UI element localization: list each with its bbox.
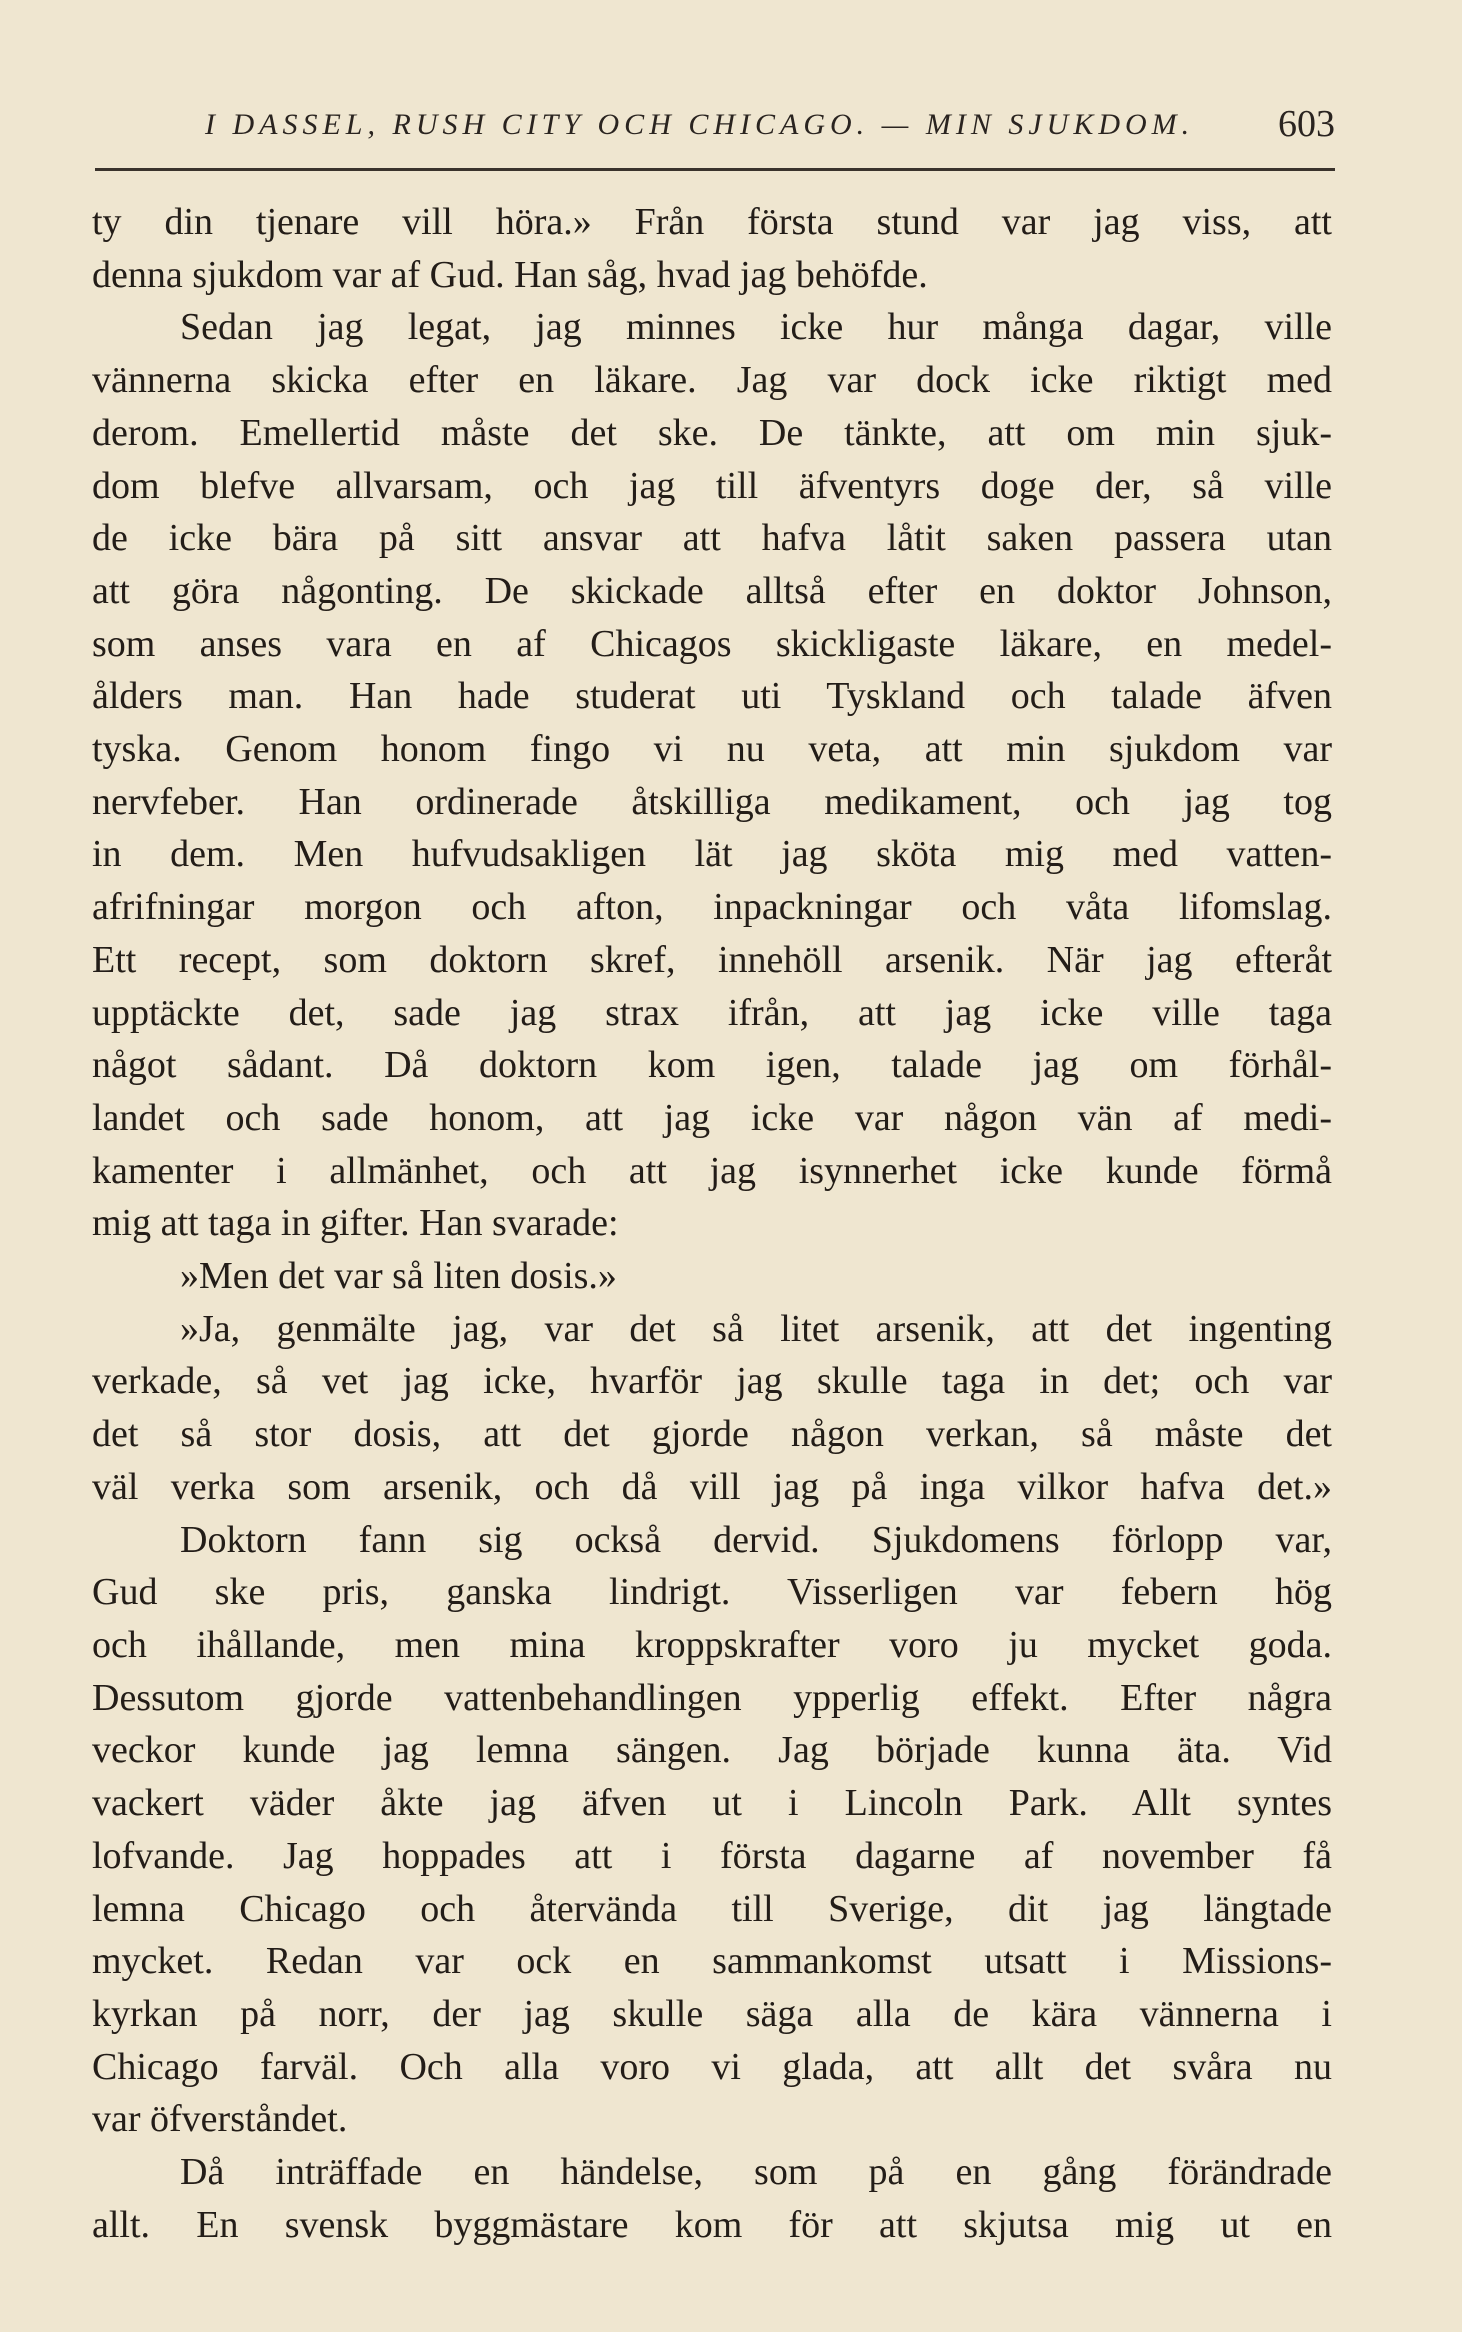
text-line: nervfeber. Han ordinerade åtskilliga medikament, och jag tog: [92, 780, 1332, 823]
page-header: [205, 100, 1335, 170]
text-line: upptäckte det, sade jag strax ifrån, att jag icke ville taga: [92, 991, 1332, 1034]
text-line: Sedan jag legat, jag minnes icke hur många dagar, ville: [180, 306, 1332, 349]
text-line: Chicago farväl. Och alla voro vi glada, att allt det svåra nu: [92, 2045, 1332, 2088]
text-line: de icke bära på sitt ansvar att hafva låtit saken passera utan: [92, 517, 1332, 560]
text-line: Ett recept, som doktorn skref, innehöll arsenik. När jag efteråt: [92, 938, 1332, 981]
text-line: allt. En svensk byggmästare kom för att skjutsa mig ut en: [92, 2203, 1332, 2246]
text-line: veckor kunde jag lemna sängen. Jag började kunna äta. Vid: [92, 1729, 1332, 1772]
body-text: [92, 196, 1332, 2251]
text-line: vännerna skicka efter en läkare. Jag var dock icke riktigt med: [92, 359, 1332, 402]
text-line: något sådant. Då doktorn kom igen, talade jag om förhål-: [92, 1044, 1332, 1087]
text-line: landet och sade honom, att jag icke var någon vän af medi-: [92, 1096, 1332, 1139]
text-line: lemna Chicago och återvända till Sverige, dit jag längtade: [92, 1887, 1332, 1930]
text-line: Dessutom gjorde vattenbehandlingen ypperlig effekt. Efter några: [92, 1676, 1332, 1719]
text-line: verkade, så vet jag icke, hvarför jag skulle taga in det; och var: [92, 1360, 1332, 1403]
text-line: »Men det var så liten dosis.»: [180, 1255, 617, 1298]
text-line: lofvande. Jag hoppades att i första dagarne af november få: [92, 1834, 1332, 1877]
text-line: kyrkan på norr, der jag skulle säga alla de kära vännerna i: [92, 1992, 1332, 2035]
text-line: var öfverståndet.: [92, 2098, 348, 2141]
running-title: I DASSEL, RUSH CITY OCH CHICAGO. — MIN SJUKDOM.: [205, 108, 1195, 141]
text-line: och ihållande, men mina kroppskrafter voro ju mycket goda.: [92, 1623, 1332, 1666]
text-line: att göra någonting. De skickade alltså efter en doktor Johnson,: [92, 569, 1332, 612]
text-line: Doktorn fann sig också dervid. Sjukdomens förlopp var,: [180, 1518, 1332, 1561]
text-line: väl verka som arsenik, och då vill jag på inga vilkor hafva det.»: [92, 1465, 1332, 1508]
text-line: mycket. Redan var ock en sammankomst utsatt i Missions-: [92, 1940, 1332, 1983]
text-line: denna sjukdom var af Gud. Han såg, hvad jag behöfde.: [92, 253, 928, 296]
text-line: kamenter i allmänhet, och att jag isynnerhet icke kunde förmå: [92, 1149, 1332, 1192]
page-number: 603: [1278, 103, 1335, 145]
text-line: dom blefve allvarsam, och jag till äfventyrs doge der, så ville: [92, 464, 1332, 507]
text-line: ålders man. Han hade studerat uti Tyskland och talade äfven: [92, 675, 1332, 718]
text-line: Då inträffade en händelse, som på en gång förändrade: [180, 2151, 1332, 2194]
text-line: mig att taga in gifter. Han svarade:: [92, 1202, 619, 1245]
text-line: ty din tjenare vill höra.» Från första stund var jag viss, att: [92, 201, 1332, 243]
text-line: in dem. Men hufvudsakligen lät jag sköta mig med vatten-: [92, 833, 1332, 876]
text-line: tyska. Genom honom fingo vi nu veta, att min sjukdom var: [92, 728, 1332, 771]
text-line: afrifningar morgon och afton, inpackningar och våta lifomslag.: [92, 886, 1332, 929]
text-line: Gud ske pris, ganska lindrigt. Visserligen var febern hög: [92, 1571, 1332, 1614]
text-line: som anses vara en af Chicagos skickligaste läkare, en medel-: [92, 622, 1332, 665]
header-rule: [95, 168, 1335, 171]
text-line: det så stor dosis, att det gjorde någon verkan, så måste det: [92, 1413, 1332, 1456]
text-line: derom. Emellertid måste det ske. De tänkte, att om min sjuk-: [92, 411, 1332, 454]
text-line: vackert väder åkte jag äfven ut i Lincoln Park. Allt syntes: [92, 1782, 1332, 1825]
text-line: »Ja, genmälte jag, var det så litet arsenik, att det ingenting: [180, 1307, 1332, 1350]
